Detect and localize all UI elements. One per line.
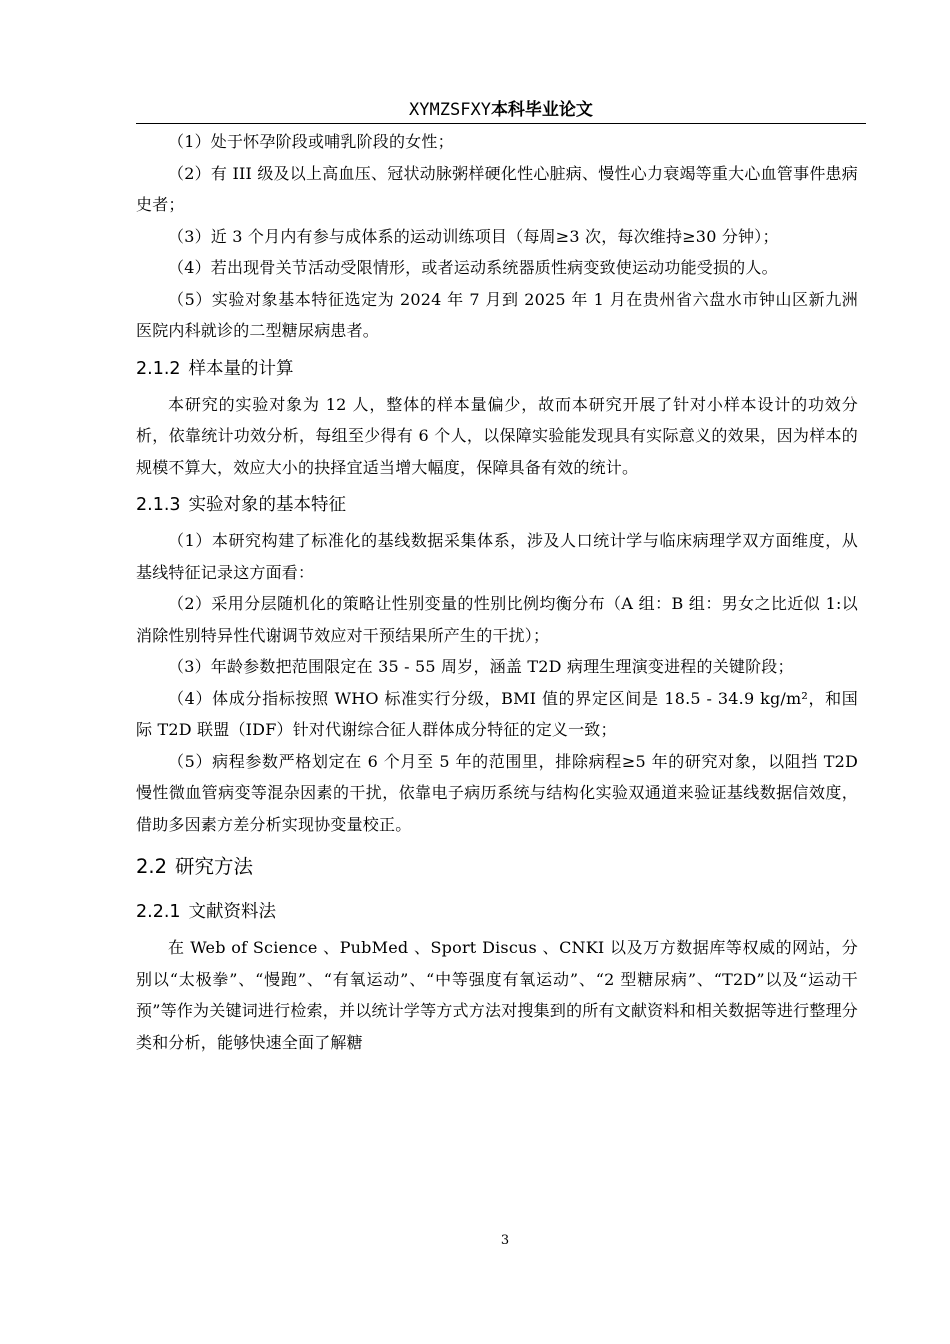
sample-size-paragraph: 本研究的实验对象为 12 人，整体的样本量偏少，故而本研究开展了针对小样本设计的功效分析，依靠统计功效分析，每组至少得有 6 个人，以保障实验能发现具有实际意义的效果，因为样本的规模不算大，效应大小的抉择宜适当增大幅度，保障具备有效的统计。: [136, 394, 858, 477]
heading-2-2-1: [136, 890, 858, 932]
page-number: 3: [500, 1233, 510, 1248]
header-title: 本科毕业论文: [490, 100, 593, 120]
characteristic-item-2: （2）采用分层随机化的策略让性别变量的性别比例均衡分布（A 组：B 组：男女之比近似 1:以消除性别特异性代谢调节效应对干预结果所产生的干扰）；: [136, 594, 858, 645]
exclusion-item-1: （1）处于怀孕阶段或哺乳阶段的女性；: [168, 132, 454, 151]
heading-title: 实验对象的基本特征: [188, 495, 347, 515]
characteristic-item-3: （3）年龄参数把范围限定在 35 - 55 周岁，涵盖 T2D 病理生理演变进程的关键阶段；: [168, 657, 794, 676]
running-header: [136, 98, 866, 122]
exclusion-item-4: （4）若出现骨关节活动受限情形，或者运动系统器质性病变致使运动功能受损的人。: [168, 258, 778, 277]
heading-number: 2.1.3: [136, 495, 181, 515]
exclusion-item-3: （3）近 3 个月内有参与成体系的运动训练项目（每周≥3 次，每次维持≥30 分钟）；: [168, 226, 779, 246]
characteristic-item-4: （4）体成分指标按照 WHO 标准实行分级，BMI 值的界定区间是 18.5 - 34.9 kg/m²，和国际 T2D 联盟（IDF）针对代谢综合征人群体成分特征的定义一致；: [136, 688, 858, 739]
exclusion-item-5: （5）实验对象基本特征选定为 2024 年 7 月到 2025 年 1 月在贵州省六盘水市钟山区新九洲医院内科就诊的二型糖尿病患者。: [136, 289, 858, 340]
exclusion-item-2: （2）有 III 级及以上高血压、冠状动脉粥样硬化性心脏病、慢性心力衰竭等重大心血管事件患病史者；: [136, 163, 858, 214]
heading-title: 样本量的计算: [188, 358, 294, 379]
heading-title: 文献资料法: [188, 902, 277, 922]
heading-2-1-2: [136, 347, 858, 389]
page-content: [136, 124, 858, 1058]
header-code: XYMZSFXY: [409, 100, 491, 120]
heading-number: 2.2: [136, 855, 168, 878]
heading-2-2: [136, 840, 858, 890]
heading-number: 2.1.2: [136, 358, 181, 379]
heading-2-1-3: [136, 483, 858, 525]
heading-title: 研究方法: [175, 855, 254, 878]
characteristic-item-1: （1）本研究构建了标准化的基线数据采集体系，涉及人口统计学与临床病理学双方面维度，从基线特征记录这方面看：: [136, 531, 858, 582]
heading-number: 2.2.1: [136, 902, 181, 922]
literature-method-paragraph: 在 Web of Science 、PubMed 、Sport Discus 、CNKI 以及万方数据库等权威的网站，分别以“太极拳”、“慢跑”、“有氧运动”、“中等强度有氧运动”、“2 型糖尿病”、“T2D”以及“运动干预”等作为关键词进行检索，并以统计学等方式方法对搜集到的所有文献资料和相关数据等进行整理分类和分析，能够快速全面了解糖: [136, 938, 858, 1052]
characteristic-item-5: （5）病程参数严格划定在 6 个月至 5 年的范围里，排除病程≥5 年的研究对象，以阻挡 T2D 慢性微血管病变等混杂因素的干扰，依靠电子病历系统与结构化实验双通道来验证基线数据信效度，借助多因素方差分析实现协变量校正。: [136, 751, 858, 834]
